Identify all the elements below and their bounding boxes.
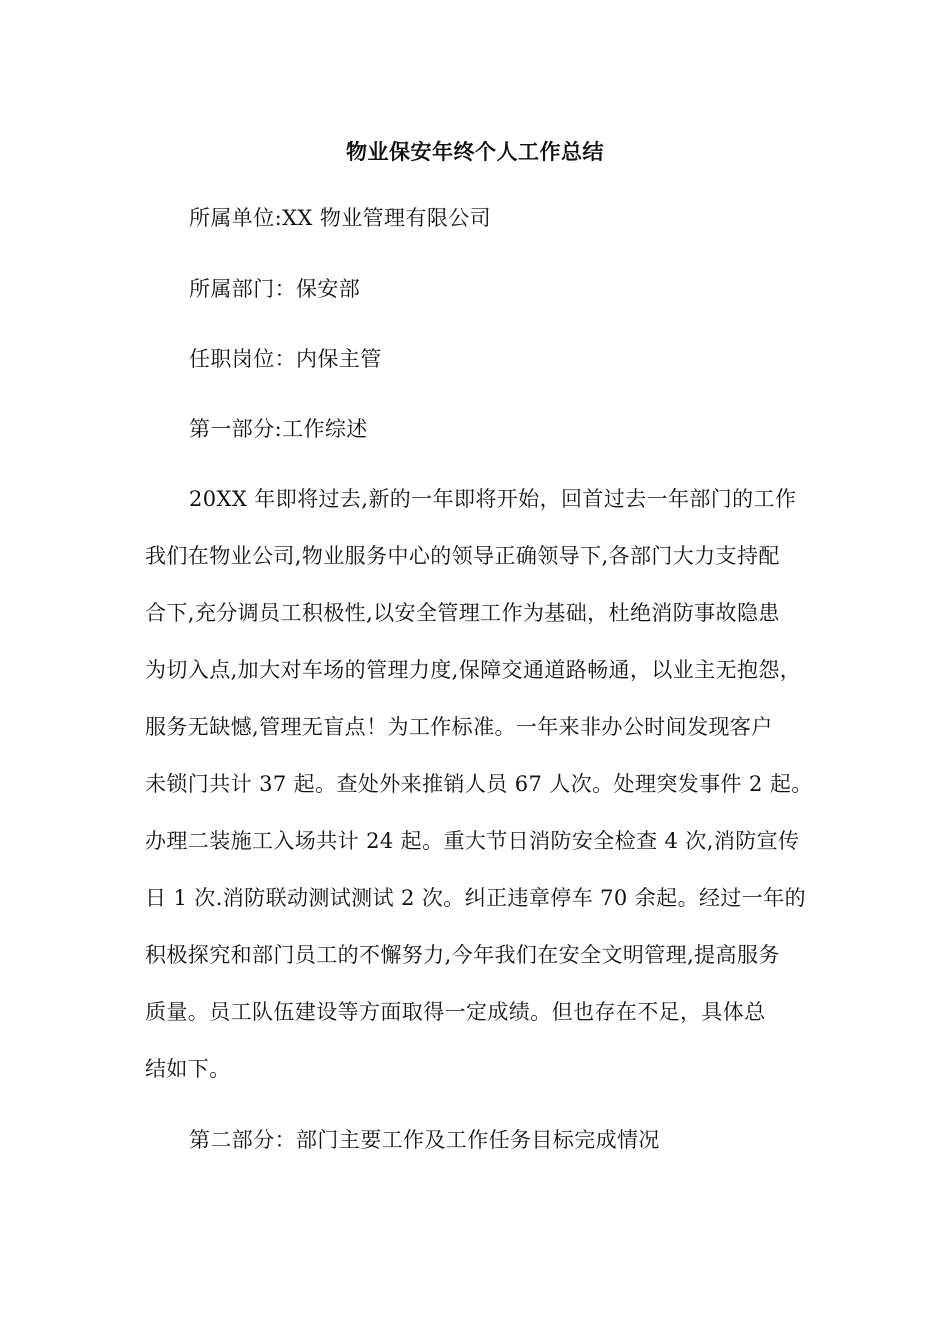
position-line: 任职岗位：内保主管	[189, 347, 382, 371]
paragraph-line: 未锁门共计 37 起。查处外来推销人员 67 人次。处理突发事件 2 起。	[145, 772, 813, 796]
paragraph-line: 为切入点,加大对车场的管理力度,保障交通道路畅通，以业主无抱怨，	[145, 658, 802, 682]
paragraph-line: 结如下。	[145, 1057, 231, 1081]
paragraph-line: 积极探究和部门员工的不懈努力,今年我们在安全文明管理,提高服务	[145, 943, 780, 967]
document-title: 物业保安年终个人工作总结	[346, 140, 604, 164]
department-line: 所属部门：保安部	[189, 277, 361, 301]
paragraph-line: 服务无缺憾,管理无盲点！为工作标准。一年来非办公时间发现客户	[145, 715, 773, 739]
paragraph-line: 质量。员工队伍建设等方面取得一定成绩。但也存在不足，具体总	[145, 1000, 766, 1024]
part2-heading: 第二部分：部门主要工作及工作任务目标完成情况	[189, 1128, 660, 1152]
paragraph-line: 办理二装施工入场共计 24 起。重大节日消防安全检查 4 次,消防宣传	[145, 829, 800, 853]
paragraph-line: 我们在物业公司,物业服务中心的领导正确领导下,各部门大力支持配	[145, 544, 780, 568]
unit-line: 所属单位:XX 物业管理有限公司	[189, 206, 492, 230]
paragraph-line: 合下,充分调员工积极性,以安全管理工作为基础，杜绝消防事故隐患	[145, 601, 780, 625]
paragraph-line: 日 1 次.消防联动测试测试 2 次。纠正违章停车 70 余起。经过一年的	[145, 886, 806, 910]
part1-heading: 第一部分:工作综述	[189, 417, 368, 441]
paragraph-line: 20XX 年即将过去,新的一年即将开始，回首过去一年部门的工作	[189, 487, 797, 511]
